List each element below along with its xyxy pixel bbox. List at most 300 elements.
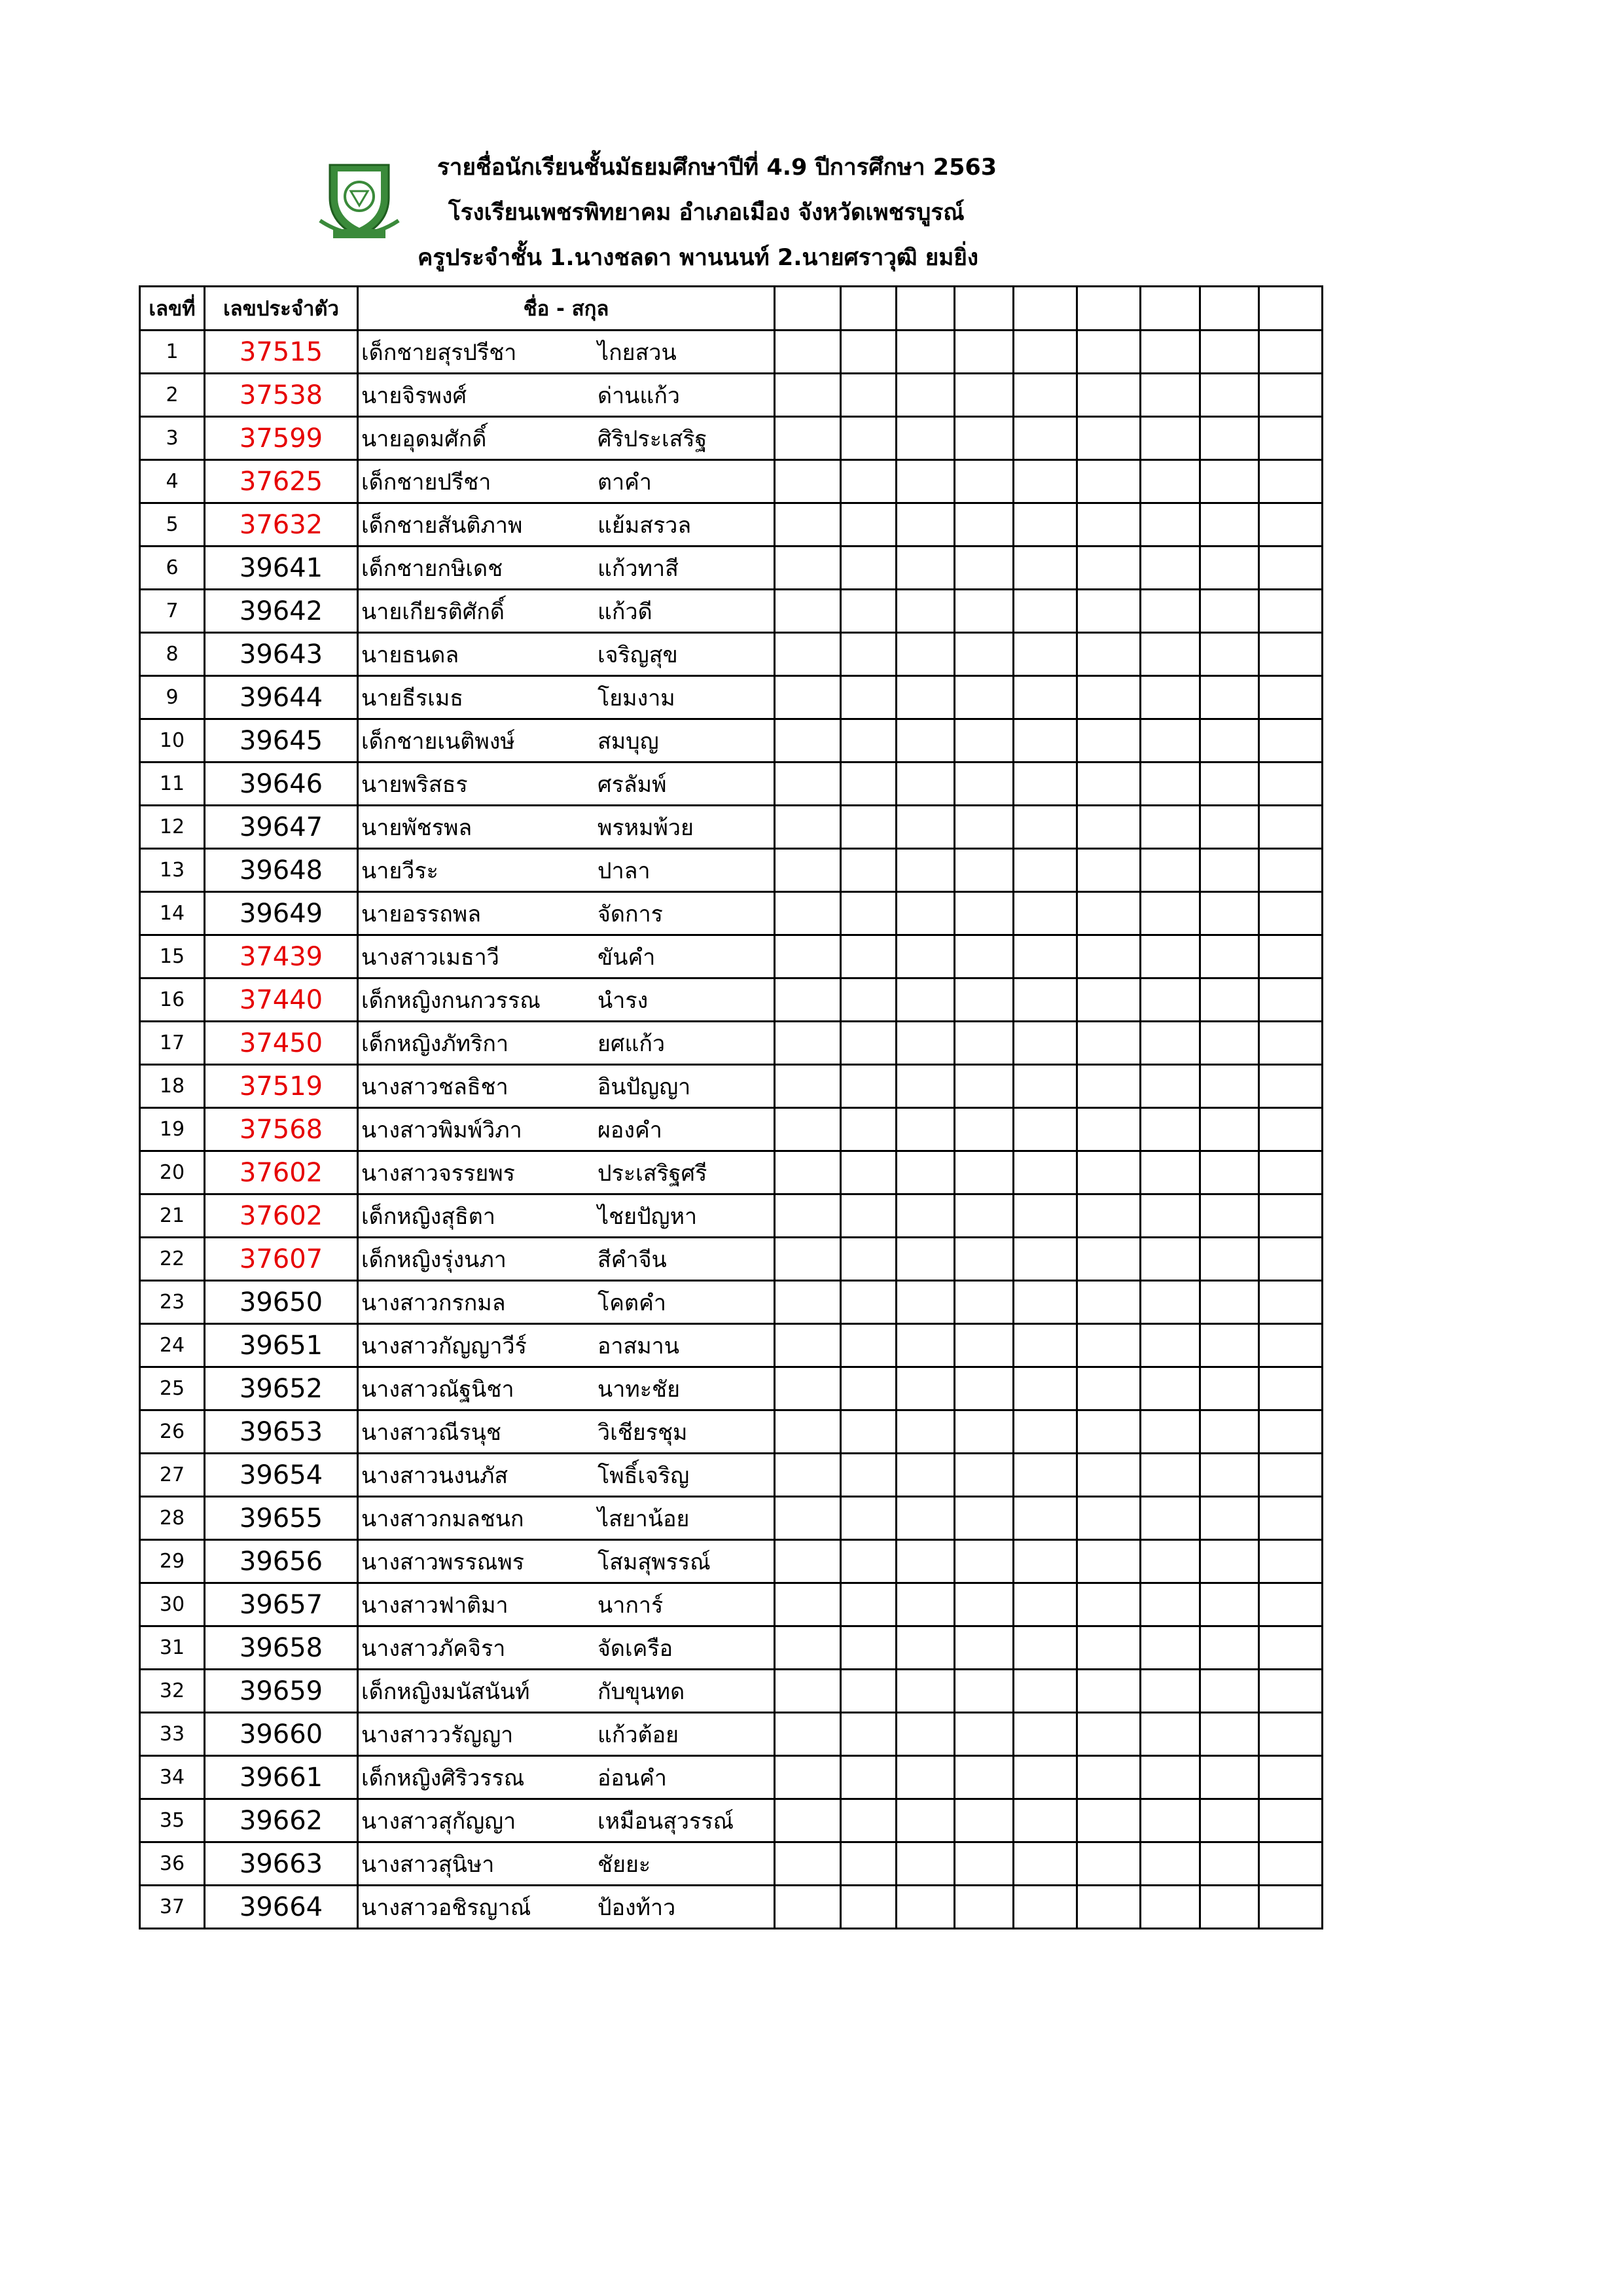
student-id: 39664	[205, 1886, 358, 1929]
student-id: 37538	[205, 374, 358, 417]
table-row	[140, 1497, 1323, 1540]
blank-cell	[1141, 633, 1200, 676]
blank-cell	[1200, 849, 1259, 892]
student-name-cell	[358, 374, 775, 417]
blank-cell	[775, 1238, 841, 1281]
blank-cell	[955, 1194, 1014, 1238]
student-first-name: นางสาวชลธิชา	[361, 1073, 508, 1100]
student-id: 37602	[205, 1151, 358, 1194]
blank-cell	[775, 590, 841, 633]
blank-cell	[1014, 1022, 1077, 1065]
student-name-cell	[358, 460, 775, 503]
blank-cell	[1141, 417, 1200, 460]
table-row	[140, 762, 1323, 806]
blank-cell	[841, 1799, 897, 1842]
student-name-cell	[358, 1756, 775, 1799]
table-row	[140, 1454, 1323, 1497]
blank-cell	[1259, 1367, 1323, 1410]
student-number: 22	[140, 1238, 205, 1281]
blank-cell	[841, 1022, 897, 1065]
blank-cell	[841, 676, 897, 719]
blank-cell	[1141, 503, 1200, 547]
student-first-name: นายอรรถพล	[361, 901, 482, 927]
blank-cell	[955, 1108, 1014, 1151]
student-id: 39653	[205, 1410, 358, 1454]
student-number: 31	[140, 1626, 205, 1670]
blank-cell	[897, 1626, 955, 1670]
blank-cell	[1200, 590, 1259, 633]
blank-cell	[1141, 1022, 1200, 1065]
student-number: 4	[140, 460, 205, 503]
student-first-name: นางสาวนงนภัส	[361, 1462, 508, 1489]
blank-cell	[1077, 1281, 1141, 1324]
blank-cell	[1077, 719, 1141, 762]
blank-cell	[775, 806, 841, 849]
blank-cell	[1014, 1583, 1077, 1626]
blank-cell	[1259, 1238, 1323, 1281]
blank-cell	[955, 935, 1014, 978]
blank-cell	[1200, 1238, 1259, 1281]
table-header-row	[140, 287, 1323, 331]
student-name-cell	[358, 331, 775, 374]
blank-cell	[841, 1497, 897, 1540]
column-header-name: ชื่อ - สกุล	[358, 287, 775, 331]
student-name-cell	[358, 1799, 775, 1842]
blank-cell	[1141, 1108, 1200, 1151]
blank-cell	[955, 676, 1014, 719]
blank-cell	[897, 849, 955, 892]
blank-cell	[1200, 1497, 1259, 1540]
blank-cell	[1141, 806, 1200, 849]
blank-cell	[1141, 1367, 1200, 1410]
blank-cell	[1077, 460, 1141, 503]
blank-cell	[1014, 590, 1077, 633]
blank-cell	[775, 1799, 841, 1842]
blank-cell	[841, 1713, 897, 1756]
student-first-name: นางสาวสุกัญญา	[361, 1808, 516, 1835]
blank-cell	[955, 1367, 1014, 1410]
blank-cell	[1200, 1540, 1259, 1583]
student-name-cell	[358, 1151, 775, 1194]
student-number: 14	[140, 892, 205, 935]
student-number: 27	[140, 1454, 205, 1497]
student-first-name: นางสาวพรรณพร	[361, 1549, 525, 1575]
blank-cell	[1200, 1281, 1259, 1324]
student-last-name: โสมสุพรรณ์	[597, 1549, 711, 1575]
blank-cell	[1014, 978, 1077, 1022]
blank-cell	[955, 503, 1014, 547]
blank-cell	[775, 1410, 841, 1454]
blank-cell	[775, 1022, 841, 1065]
blank-cell	[897, 1886, 955, 1929]
blank-cell	[1259, 1022, 1323, 1065]
blank-cell	[1200, 374, 1259, 417]
blank-cell	[897, 633, 955, 676]
blank-cell	[841, 1194, 897, 1238]
blank-cell	[897, 719, 955, 762]
table-row	[140, 1799, 1323, 1842]
table-row	[140, 806, 1323, 849]
blank-cell	[1259, 547, 1323, 590]
student-last-name: แย้มสรวล	[597, 512, 692, 539]
student-first-name: เด็กหญิงมนัสนันท์	[361, 1678, 530, 1705]
student-name-cell	[358, 676, 775, 719]
student-id: 37602	[205, 1194, 358, 1238]
blank-cell	[1141, 331, 1200, 374]
blank-cell	[1141, 892, 1200, 935]
blank-cell	[1077, 374, 1141, 417]
table-row	[140, 1065, 1323, 1108]
blank-cell	[897, 1540, 955, 1583]
blank-cell	[1200, 978, 1259, 1022]
student-first-name: นายจิรพงศ์	[361, 382, 467, 409]
blank-cell	[775, 1367, 841, 1410]
student-id: 39654	[205, 1454, 358, 1497]
blank-cell	[1200, 1626, 1259, 1670]
student-name-cell	[358, 1367, 775, 1410]
blank-cell	[1014, 849, 1077, 892]
student-last-name: โพธิ์เจริญ	[597, 1462, 690, 1489]
blank-cell	[841, 1454, 897, 1497]
blank-cell	[1259, 978, 1323, 1022]
blank-cell	[775, 676, 841, 719]
table-row	[140, 676, 1323, 719]
student-first-name: เด็กหญิงสุธิตา	[361, 1203, 495, 1230]
blank-cell	[1014, 1065, 1077, 1108]
blank-cell	[775, 374, 841, 417]
student-name-cell	[358, 1454, 775, 1497]
blank-cell	[955, 1454, 1014, 1497]
blank-cell	[1014, 374, 1077, 417]
blank-cell	[1014, 806, 1077, 849]
student-last-name: เจริญสุข	[597, 641, 678, 668]
student-name-cell	[358, 1842, 775, 1886]
student-name-cell	[358, 1281, 775, 1324]
table-row	[140, 719, 1323, 762]
student-name-cell	[358, 806, 775, 849]
blank-cell	[841, 1756, 897, 1799]
blank-cell	[955, 1238, 1014, 1281]
blank-cell	[841, 1151, 897, 1194]
student-name-cell	[358, 1497, 775, 1540]
blank-cell	[1014, 1410, 1077, 1454]
blank-cell	[1141, 374, 1200, 417]
blank-cell	[1259, 806, 1323, 849]
blank-cell	[841, 1324, 897, 1367]
student-number: 11	[140, 762, 205, 806]
blank-header	[775, 287, 841, 331]
blank-cell	[841, 1108, 897, 1151]
blank-cell	[775, 1540, 841, 1583]
table-row	[140, 503, 1323, 547]
table-row	[140, 1324, 1323, 1367]
blank-cell	[955, 417, 1014, 460]
student-first-name: เด็กชายเนติพงษ์	[361, 728, 515, 755]
blank-cell	[897, 935, 955, 978]
student-last-name: ปาลา	[597, 857, 651, 884]
blank-cell	[897, 1497, 955, 1540]
blank-cell	[1259, 633, 1323, 676]
blank-cell	[841, 849, 897, 892]
blank-cell	[1077, 1756, 1141, 1799]
student-last-name: ตาคำ	[597, 469, 652, 495]
blank-cell	[775, 1151, 841, 1194]
student-name-cell	[358, 1410, 775, 1454]
blank-header	[1014, 287, 1077, 331]
table-row	[140, 892, 1323, 935]
student-last-name: ป้องท้าว	[597, 1894, 676, 1921]
blank-cell	[1014, 1108, 1077, 1151]
blank-cell	[1077, 1151, 1141, 1194]
student-id: 39644	[205, 676, 358, 719]
blank-cell	[1200, 1022, 1259, 1065]
student-id: 39663	[205, 1842, 358, 1886]
blank-cell	[775, 849, 841, 892]
blank-cell	[1141, 978, 1200, 1022]
blank-cell	[1014, 892, 1077, 935]
student-number: 25	[140, 1367, 205, 1410]
table-row	[140, 935, 1323, 978]
blank-cell	[955, 590, 1014, 633]
student-id: 37450	[205, 1022, 358, 1065]
blank-cell	[841, 460, 897, 503]
student-name-cell	[358, 1194, 775, 1238]
student-name-cell	[358, 1324, 775, 1367]
blank-cell	[1200, 1065, 1259, 1108]
student-number: 20	[140, 1151, 205, 1194]
student-number: 35	[140, 1799, 205, 1842]
blank-cell	[1259, 719, 1323, 762]
student-number: 8	[140, 633, 205, 676]
blank-cell	[897, 762, 955, 806]
blank-cell	[955, 331, 1014, 374]
student-id: 39646	[205, 762, 358, 806]
student-id: 39660	[205, 1713, 358, 1756]
student-id: 39648	[205, 849, 358, 892]
blank-cell	[1014, 719, 1077, 762]
blank-cell	[1077, 806, 1141, 849]
blank-cell	[841, 547, 897, 590]
blank-cell	[897, 331, 955, 374]
table-row	[140, 1670, 1323, 1713]
student-first-name: เด็กหญิงกนกวรรณ	[361, 987, 541, 1014]
blank-cell	[1141, 547, 1200, 590]
blank-cell	[897, 460, 955, 503]
blank-cell	[1077, 633, 1141, 676]
blank-cell	[1200, 1454, 1259, 1497]
student-name-cell	[358, 849, 775, 892]
blank-cell	[1141, 935, 1200, 978]
blank-cell	[897, 374, 955, 417]
table-row	[140, 1410, 1323, 1454]
blank-cell	[897, 1842, 955, 1886]
table-row	[140, 1194, 1323, 1238]
student-first-name: นายพริสธร	[361, 771, 468, 798]
student-id: 39647	[205, 806, 358, 849]
blank-cell	[955, 633, 1014, 676]
blank-cell	[775, 719, 841, 762]
blank-cell	[1014, 1756, 1077, 1799]
student-first-name: นางสาวกมลชนก	[361, 1505, 524, 1532]
blank-cell	[1014, 1670, 1077, 1713]
blank-cell	[955, 1886, 1014, 1929]
blank-cell	[1200, 633, 1259, 676]
table-row	[140, 1886, 1323, 1929]
blank-header	[841, 287, 897, 331]
blank-cell	[1077, 1540, 1141, 1583]
student-first-name: นางสาวจรรยพร	[361, 1160, 515, 1187]
blank-cell	[1200, 806, 1259, 849]
blank-cell	[1077, 1194, 1141, 1238]
student-first-name: นางสาวอชิรญาณ์	[361, 1894, 531, 1921]
student-name-cell	[358, 935, 775, 978]
student-id: 39655	[205, 1497, 358, 1540]
student-last-name: สีคำจีน	[597, 1246, 667, 1273]
student-id: 37599	[205, 417, 358, 460]
blank-cell	[1077, 935, 1141, 978]
column-header-no: เลขที่	[140, 287, 205, 331]
blank-cell	[841, 806, 897, 849]
blank-cell	[775, 633, 841, 676]
blank-header	[955, 287, 1014, 331]
student-first-name: นายเกียรติศักดิ์	[361, 598, 505, 625]
student-last-name: ประเสริฐศรี	[597, 1160, 707, 1187]
blank-cell	[955, 1324, 1014, 1367]
student-first-name: นายธนดล	[361, 641, 459, 668]
table-row	[140, 547, 1323, 590]
school-crest-icon	[317, 152, 402, 243]
blank-cell	[1200, 331, 1259, 374]
student-number: 36	[140, 1842, 205, 1886]
blank-cell	[1141, 719, 1200, 762]
blank-cell	[1014, 1454, 1077, 1497]
blank-cell	[1014, 503, 1077, 547]
student-name-cell	[358, 1022, 775, 1065]
student-first-name: นายวีระ	[361, 857, 438, 884]
blank-cell	[1200, 1410, 1259, 1454]
blank-cell	[1014, 1194, 1077, 1238]
table-row	[140, 1367, 1323, 1410]
student-number: 9	[140, 676, 205, 719]
student-id: 37439	[205, 935, 358, 978]
blank-cell	[775, 1583, 841, 1626]
table-row	[140, 1540, 1323, 1583]
blank-cell	[955, 1713, 1014, 1756]
blank-cell	[841, 1540, 897, 1583]
student-last-name: แก้วดี	[597, 598, 652, 625]
student-last-name: นำรง	[597, 987, 649, 1014]
blank-cell	[897, 1410, 955, 1454]
school-name: โรงเรียนเพชรพิทยาคม อำเภอเมือง จังหวัดเพชรบูรณ์	[448, 200, 965, 226]
student-name-cell	[358, 1238, 775, 1281]
blank-cell	[1141, 1540, 1200, 1583]
blank-cell	[1077, 1583, 1141, 1626]
blank-cell	[1200, 1842, 1259, 1886]
blank-cell	[841, 892, 897, 935]
blank-cell	[775, 1756, 841, 1799]
blank-cell	[1141, 1324, 1200, 1367]
student-name-cell	[358, 1626, 775, 1670]
blank-cell	[775, 935, 841, 978]
column-header-id: เลขประจำตัว	[205, 287, 358, 331]
student-last-name: ยศแก้ว	[597, 1030, 666, 1057]
blank-cell	[1014, 417, 1077, 460]
blank-cell	[955, 1022, 1014, 1065]
table-row	[140, 460, 1323, 503]
table-row	[140, 1756, 1323, 1799]
student-id: 37519	[205, 1065, 358, 1108]
student-name-cell	[358, 590, 775, 633]
blank-header	[897, 287, 955, 331]
blank-cell	[1141, 1842, 1200, 1886]
blank-cell	[1141, 460, 1200, 503]
blank-cell	[1014, 676, 1077, 719]
blank-cell	[1014, 331, 1077, 374]
blank-cell	[1077, 1108, 1141, 1151]
student-id: 37568	[205, 1108, 358, 1151]
student-last-name: ผองคำ	[597, 1117, 662, 1143]
blank-cell	[1141, 1238, 1200, 1281]
student-roster-table	[139, 285, 1323, 1929]
blank-cell	[841, 1410, 897, 1454]
blank-cell	[775, 1281, 841, 1324]
blank-cell	[897, 1799, 955, 1842]
blank-cell	[955, 892, 1014, 935]
student-first-name: นางสาวณัฐนิชา	[361, 1376, 514, 1403]
student-last-name: อาสมาน	[597, 1333, 680, 1359]
blank-cell	[955, 1497, 1014, 1540]
student-id: 39645	[205, 719, 358, 762]
student-number: 28	[140, 1497, 205, 1540]
student-last-name: ศรลัมพ์	[597, 771, 667, 798]
student-id: 37607	[205, 1238, 358, 1281]
student-id: 39643	[205, 633, 358, 676]
student-id: 39650	[205, 1281, 358, 1324]
student-number: 24	[140, 1324, 205, 1367]
student-last-name: จัดเครือ	[597, 1635, 673, 1662]
blank-cell	[1077, 676, 1141, 719]
table-row	[140, 1626, 1323, 1670]
student-name-cell	[358, 503, 775, 547]
student-number: 19	[140, 1108, 205, 1151]
blank-cell	[1259, 503, 1323, 547]
blank-cell	[1077, 1367, 1141, 1410]
student-number: 32	[140, 1670, 205, 1713]
document-title: รายชื่อนักเรียนชั้นมัธยมศึกษาปีที่ 4.9 ปีการศึกษา 2563	[437, 154, 997, 181]
blank-cell	[897, 1367, 955, 1410]
blank-cell	[1077, 1799, 1141, 1842]
student-number: 23	[140, 1281, 205, 1324]
blank-cell	[897, 1324, 955, 1367]
blank-cell	[1014, 547, 1077, 590]
blank-cell	[1141, 1756, 1200, 1799]
blank-cell	[1259, 1065, 1323, 1108]
student-name-cell	[358, 1583, 775, 1626]
student-name-cell	[358, 719, 775, 762]
blank-cell	[1077, 849, 1141, 892]
blank-cell	[1259, 1756, 1323, 1799]
student-number: 16	[140, 978, 205, 1022]
student-first-name: เด็กชายสันติภาพ	[361, 512, 523, 539]
blank-cell	[1259, 331, 1323, 374]
student-last-name: ไชยปัญหา	[597, 1203, 698, 1230]
blank-cell	[775, 892, 841, 935]
blank-cell	[1259, 460, 1323, 503]
blank-cell	[897, 806, 955, 849]
blank-cell	[775, 1497, 841, 1540]
table-row	[140, 1713, 1323, 1756]
blank-cell	[841, 1367, 897, 1410]
